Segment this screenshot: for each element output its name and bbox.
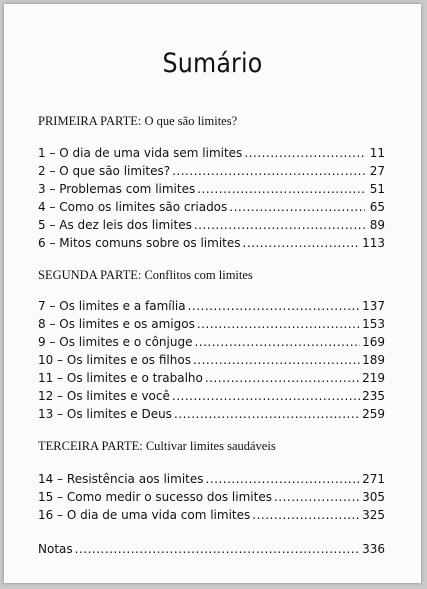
section-heading-label: PRIMEIRA PARTE: [38,114,142,128]
toc-entry-notes [38,541,385,558]
toc-leader-dots [75,541,360,558]
toc-entry-page: 113 [362,236,385,250]
toc-entry-title: 4 – Como os limites são criados [38,200,228,214]
toc-entry-title: 15 – Como medir o sucesso dos limites [38,490,272,504]
toc-leader-dots [244,145,365,162]
toc-entry [38,163,385,180]
toc-entry-title: 13 – Os limites e Deus [38,407,172,421]
toc-entry-title: 2 – O que são limites? [38,164,171,178]
toc-entry-title: 6 – Mitos comuns sobre os limites [38,236,241,250]
toc-entry [38,199,385,216]
toc-leader-dots [172,388,360,405]
toc-entry-page: 27 [369,164,385,178]
toc-entry-title: Notas [38,542,73,556]
section-heading-terceira [38,439,276,454]
section-heading-label: TERCEIRA PARTE: [38,439,143,453]
section-heading-segunda [38,268,253,283]
toc-leader-dots [194,217,365,234]
toc-entry-page: 189 [362,353,385,367]
toc-entry-title: 1 – O dia de uma vida sem limites [38,146,243,160]
toc-entry-page: 235 [362,389,385,403]
toc-leader-dots [197,316,360,333]
page-title: Sumário [162,48,263,79]
toc-entry-title: 8 – Os limites e os amigos [38,317,195,331]
toc-entry-title: 11 – Os limites e o trabalho [38,371,203,385]
toc-entry [38,235,385,252]
book-page [4,4,421,583]
section-heading-primeira [38,114,237,129]
toc-entry [38,388,385,405]
toc-entry-page: 51 [369,182,385,196]
toc-leader-dots [205,370,360,387]
toc-entry [38,370,385,387]
toc-entry [38,352,385,369]
toc-entry-title: 12 – Os limites e você [38,389,170,403]
toc-entry-title: 9 – Os limites e o cônjuge [38,335,193,349]
toc-leader-dots [229,199,365,216]
toc-entry-page: 336 [362,542,385,556]
toc-entry [38,145,385,162]
toc-entry-page: 65 [369,200,385,214]
toc-entry [38,217,385,234]
toc-leader-dots [252,507,360,524]
toc-entry-page: 325 [362,508,385,522]
toc-entry-title: 7 – Os limites e a família [38,299,186,313]
toc-entry-title: 5 – As dez leis dos limites [38,218,192,232]
toc-entry [38,471,385,488]
toc-entry [38,507,385,524]
toc-leader-dots [193,352,360,369]
toc-entry-page: 153 [362,317,385,331]
toc-entry-page: 219 [362,371,385,385]
toc-entry-page: 11 [369,146,385,160]
toc-leader-dots [197,181,365,198]
toc-entry [38,334,385,351]
toc-entry-page: 305 [362,490,385,504]
toc-entry [38,316,385,333]
toc-entry [38,298,385,315]
toc-entry-title: 10 – Os limites e os filhos [38,353,191,367]
toc-entry [38,181,385,198]
toc-entry-page: 89 [369,218,385,232]
toc-entry-title: 14 – Resistência aos limites [38,472,204,486]
toc-leader-dots [172,163,365,180]
toc-entry-title: 3 – Problemas com limites [38,182,196,196]
toc-leader-dots [243,235,361,252]
toc-entry-page: 137 [362,299,385,313]
section-heading-text: Conflitos com limites [144,268,253,282]
toc-leader-dots [274,489,360,506]
toc-entry [38,489,385,506]
toc-leader-dots [174,406,360,423]
toc-leader-dots [188,298,360,315]
toc-leader-dots [194,334,360,351]
toc-entry-page: 259 [362,407,385,421]
section-heading-text: Cultivar limites saudáveis [145,439,276,453]
section-heading-text: O que são limites? [144,114,238,128]
toc-entry [38,406,385,423]
toc-entry-title: 16 – O dia de uma vida com limites [38,508,251,522]
toc-leader-dots [206,471,361,488]
toc-entry-page: 169 [362,335,385,349]
toc-entry-page: 271 [362,472,385,486]
section-heading-label: SEGUNDA PARTE: [38,268,142,282]
